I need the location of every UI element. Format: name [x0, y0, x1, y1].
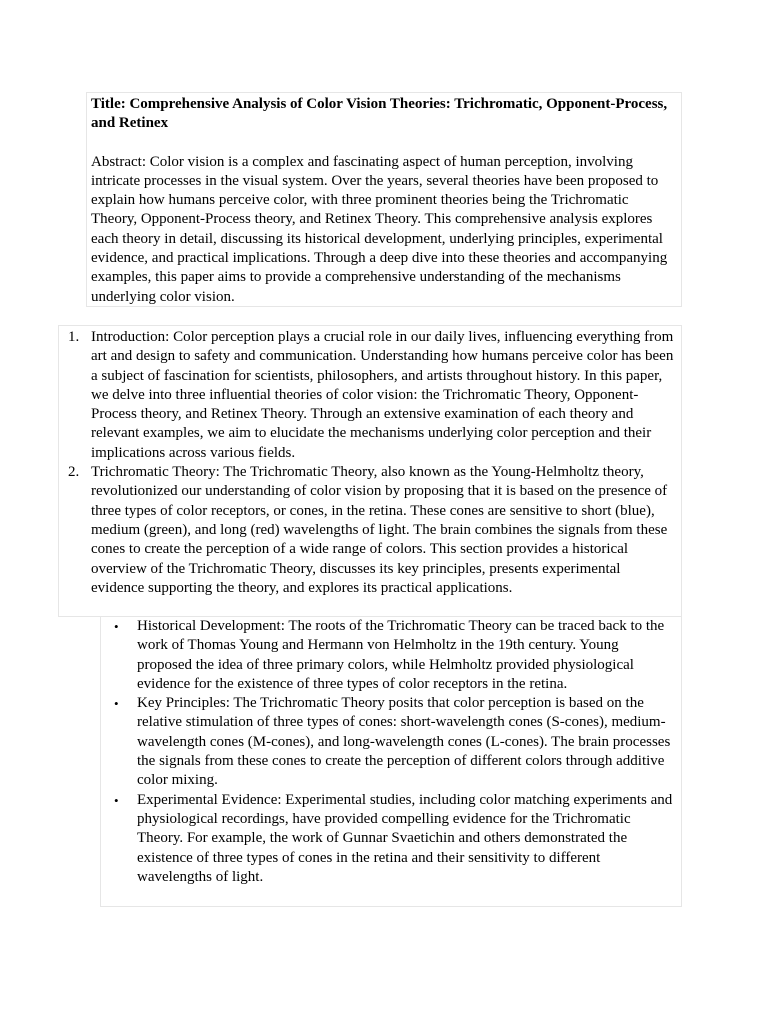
- bullet-text-principles: Key Principles: The Trichromatic Theory posits that color perception is based on the relative stimulation of three types of cones: short-wavelength cones (S-cones), medium-wavelength cones (M-cones), and long-wavelength cones (L-cones). The brain processes the signals from these cones to create the perception of different colors through additive color mixing.: [137, 695, 671, 789]
- list-number: 2.: [68, 464, 80, 481]
- bullet-icon: •: [114, 792, 119, 808]
- list-item: [101, 694, 681, 790]
- numbered-list: [59, 328, 681, 598]
- list-item: [59, 463, 681, 598]
- bullet-text-historical: Historical Development: The roots of the Trichromatic Theory can be traced back to the work of Thomas Young and Hermann von Helmholtz in the 19th century. Young proposed the idea of three primary colors, while Helmholtz provided physiological evidence for the existence of three types of color receptors in the retina.: [137, 618, 665, 692]
- abstract-paragraph: Abstract: Color vision is a complex and fascinating aspect of human perception, involving intricate processes in the visual system. Over the years, several theories have been proposed to explain how humans perceive color, with three prominent theories being the Trichromatic Theory, Opponent-Process theory, and Retinex Theory. This comprehensive analysis explores each theory in detail, discussing its historical development, underlying principles, experimental evidence, and practical implications. Through a deep dive into these theories and accompanying examples, this paper aims to provide a comprehensive understanding of the mechanisms underlying color vision.: [91, 153, 668, 305]
- list-item: [59, 328, 681, 463]
- bullet-list: [101, 617, 681, 887]
- list-item: [101, 617, 681, 694]
- bullet-icon: •: [114, 619, 119, 634]
- bullet-points-block: [100, 617, 682, 907]
- list-number: 1.: [68, 329, 80, 345]
- bullet-icon: •: [114, 696, 119, 712]
- section-text-introduction: Introduction: Color perception plays a crucial role in our daily lives, influencing everything from art and design to safety and communication. Understanding how humans perceive color has been a subject of fascination for scientists, philosophers, and artists throughout history. In this paper, we delve into three influential theories of color vision: the Trichromatic Theory, Opponent-Process theory, and Retinex Theory. Through an extensive examination of each theory and relevant examples, we aim to elucidate the mechanisms underlying color perception and their implications across various fields.: [91, 329, 674, 461]
- section-text-trichromatic: Trichromatic Theory: The Trichromatic Theory, also known as the Young-Helmholtz theory, revolutionized our understanding of color vision by proposing that it is based on the presence of three types of color receptors, or cones, in the retina. These cones are sensitive to short (blue), medium (green), and long (red) wavelengths of light. The brain combines the signals from these cones to create the perception of a wide range of colors. This section provides a historical overview of the Trichromatic Theory, discusses its key principles, presents experimental evidence supporting the theory, and explores its practical applications.: [91, 464, 668, 596]
- list-item: [101, 791, 681, 887]
- numbered-sections-block: [58, 325, 682, 617]
- bullet-text-evidence: Experimental Evidence: Experimental studies, including color matching experiments and physiological recordings, have provided compelling evidence for the Trichromatic Theory. For example, the work of Gunnar Svaetichin and others demonstrated the existence of three types of cones in the retina and their sensitivity to different wavelengths of light.: [137, 791, 673, 885]
- document-title: Title: Comprehensive Analysis of Color Vision Theories: Trichromatic, Opponent-Process, and Retinex: [91, 96, 668, 132]
- title-abstract-block: [86, 92, 682, 307]
